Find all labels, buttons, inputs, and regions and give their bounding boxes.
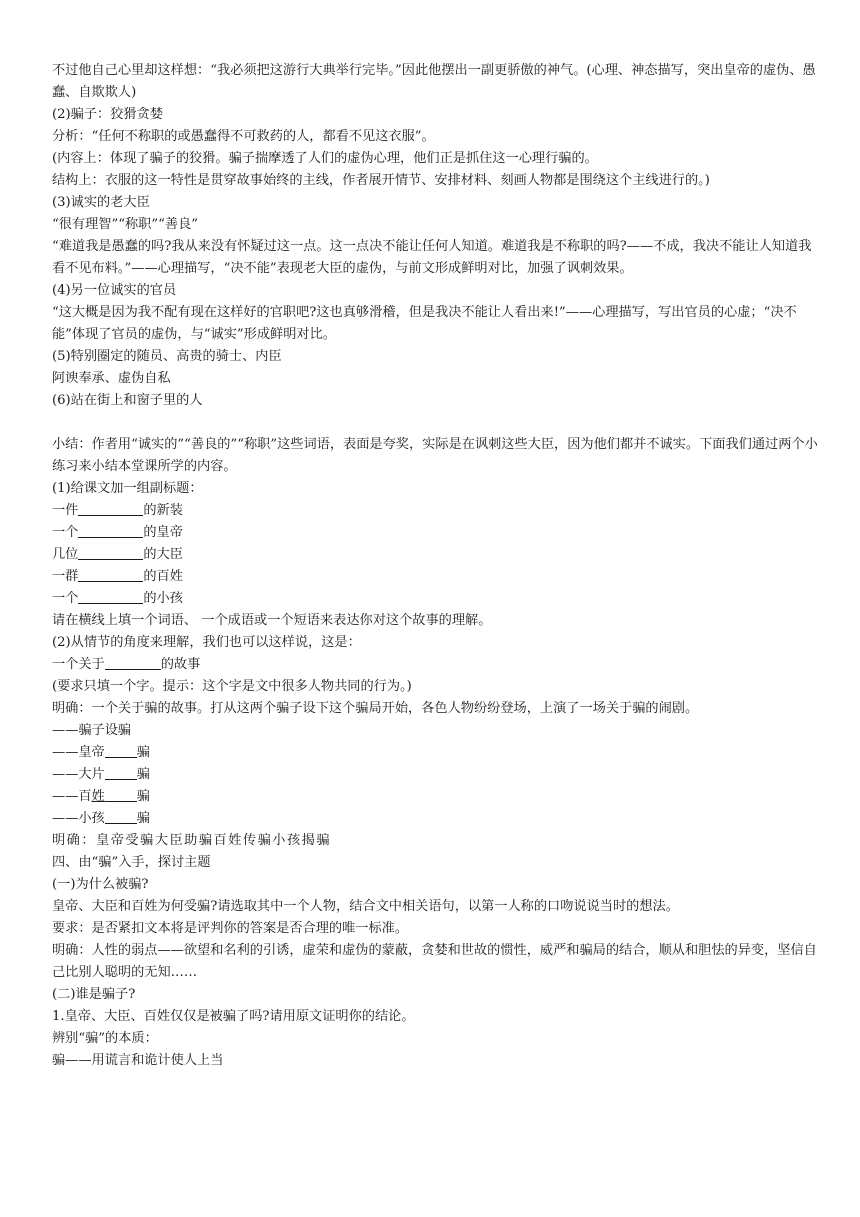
subtitle-line: 几位 的大臣	[52, 547, 183, 562]
paragraph: “难道我是愚蠢的吗?我从来没有怀疑过这一点。这一点决不能让任何人知道。难道我是不称职的吗?——不成，我决不能让人知道我看不见布料。”——心理描写，“决不能”表现老大臣的虚伪，与前文形成鲜明对比，加强了讽刺效果。	[52, 239, 812, 276]
paragraph: 结构上：衣服的这一特性是贯穿故事始终的主线，作者展开情节、安排材料、刻画人物都是围绕这个主线进行的。)	[52, 173, 710, 188]
paragraph: (内容上：体现了骗子的狡猾。骗子揣摩透了人们的虚伪心理，他们正是抓住这一心理行骗的。	[52, 151, 598, 166]
section-heading: (6)站在街上和窗子里的人	[52, 393, 203, 408]
fill-blank[interactable]	[105, 743, 137, 758]
subtitle-line: 一件 的新装	[52, 503, 183, 518]
fill-blank[interactable]	[105, 809, 137, 824]
fill-blank[interactable]	[105, 655, 161, 670]
spacer	[52, 412, 822, 434]
paragraph: 不过他自己心里却这样想：“我必须把这游行大典举行完毕。”因此他摆出一副更骄傲的神气。(心理、神态描写，突出皇帝的虚伪、愚蠢、自欺欺人)	[52, 63, 816, 100]
chain-item: ——大片 骗	[52, 767, 150, 782]
chain-item: ——小孩 骗	[52, 811, 150, 826]
requirement: 要求：是否紧扣文本将是评判你的答案是否合理的唯一标准。	[52, 921, 409, 936]
answer: 明确：人性的弱点——欲望和名利的引诱，虚荣和虚伪的蒙蔽，贪婪和世故的惯性，威严和骗局的结合，顺从和胆怯的异变，坚信自己比别人聪明的无知……	[52, 943, 817, 980]
paragraph: “很有理智”“称职”“善良”	[52, 217, 198, 232]
question: 1.皇帝、大臣、百姓仅仅是被骗了吗?请用原文证明你的结论。	[52, 1009, 415, 1024]
exercise-heading: (1)给课文加一组副标题：	[52, 481, 203, 496]
document-page	[52, 60, 822, 1072]
subtitle-line: 一群 的百姓	[52, 569, 183, 584]
story-blank-line: 一个关于 的故事	[52, 657, 201, 672]
instruction: 请在横线上填一个词语、 一个成语或一个短语来表达你对这个故事的理解。	[52, 613, 492, 628]
section-heading: (5)特别圈定的随员、高贵的骑士、内臣	[52, 349, 282, 364]
section-heading: 四、由“骗”入手，探讨主题	[52, 855, 211, 870]
subsection-heading: (二)谁是骗子?	[52, 987, 136, 1002]
subtitle-line: 一个 的小孩	[52, 591, 183, 606]
section-heading: (2)骗子：狡猾贪婪	[52, 107, 163, 122]
fill-blank[interactable]	[78, 501, 143, 516]
fill-blank[interactable]	[78, 589, 143, 604]
section-heading: (3)诚实的老大臣	[52, 195, 150, 210]
exercise-heading: (2)从情节的角度来理解，我们也可以这样说，这是：	[52, 635, 361, 650]
section-heading: (4)另一位诚实的官员	[52, 283, 177, 298]
fill-blank[interactable]	[78, 567, 143, 582]
paragraph: 阿谀奉承、虚伪自私	[52, 371, 171, 386]
fill-blank[interactable]	[105, 787, 137, 802]
chain-item: ——骗子设骗	[52, 723, 132, 738]
chain-item: ——百姓 骗	[52, 789, 150, 804]
chain-item: ——皇帝 骗	[52, 745, 150, 760]
paragraph: 分析：“任何不称职的或愚蠢得不可救药的人，都看不见这衣服”。	[52, 129, 435, 144]
question: 皇帝、大臣和百姓为何受骗?请选取其中一个人物，结合文中相关语句，以第一人称的口吻说说当时的想法。	[52, 899, 679, 914]
definition: 骗——用谎言和诡计使人上当	[52, 1053, 224, 1068]
paragraph: “这大概是因为我不配有现在这样好的官职吧?这也真够滑稽，但是我决不能让人看出来!”——心理描写，写出官员的心虚；“决不能”体现了官员的虚伪，与“诚实”形成鲜明对比。	[52, 305, 797, 342]
paragraph: 辨别“骗”的本质：	[52, 1031, 158, 1046]
subtitle-line: 一个 的皇帝	[52, 525, 183, 540]
subsection-heading: (一)为什么被骗?	[52, 877, 149, 892]
summary-paragraph: 小结：作者用“诚实的”“善良的”“称职”这些词语，表面是夸奖，实际是在讽刺这些大臣，因为他们都并不诚实。下面我们通过两个小练习来小结本堂课所学的内容。	[52, 437, 818, 474]
fill-blank[interactable]	[78, 523, 143, 538]
fill-blank[interactable]	[78, 545, 143, 560]
answer: 明确：一个关于骗的故事。打从这两个骗子设下这个骗局开始，各色人物纷纷登场，上演了一场关于骗的闹剧。	[52, 701, 699, 716]
instruction: (要求只填一个字。提示：这个字是文中很多人物共同的行为。)	[52, 679, 412, 694]
answer: 明确：皇帝受骗大臣助骗百姓传骗小孩揭骗	[52, 833, 332, 848]
fill-blank[interactable]	[105, 765, 137, 780]
